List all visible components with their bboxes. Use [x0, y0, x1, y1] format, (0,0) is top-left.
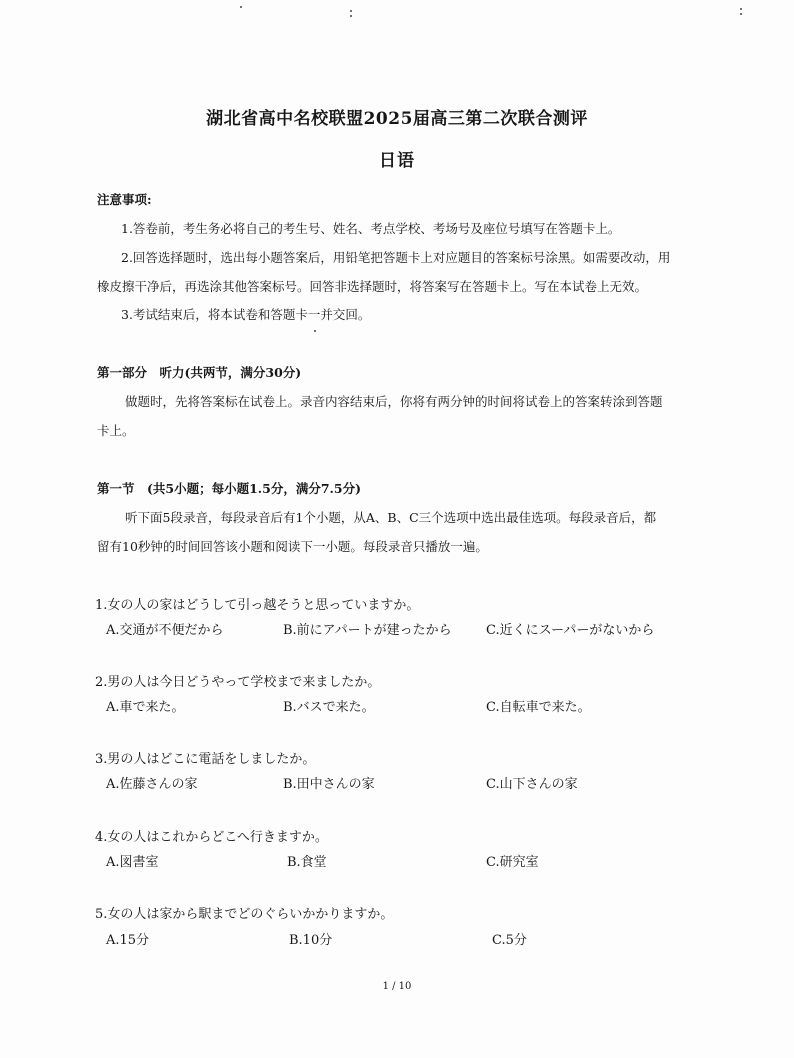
- question-2-option-c: C.自転車で来た。: [486, 700, 591, 715]
- question-5-text: 5.女の人は家から駅までどのぐらいかかりますか。: [95, 907, 394, 922]
- notice-heading: 注意事项:: [97, 192, 152, 207]
- section1-desc-line-2: 留有10秒钟的时间回答该小题和阅读下一小题。每段录音只播放一遍。: [97, 539, 488, 554]
- scan-speck: [740, 13, 742, 15]
- question-3-option-a: A.佐藤さんの家: [106, 777, 198, 792]
- part1-desc-line-2: 卡上。: [97, 423, 135, 438]
- question-4-option-c: C.研究室: [486, 855, 539, 870]
- notice-item-1: 1.答卷前，考生务必将自己的考生号、姓名、考点学校、考场号及座位号填写在答题卡上。: [121, 221, 621, 236]
- part1-heading: 第一部分 听力(共两节，满分30分): [97, 365, 302, 380]
- question-3-option-c: C.山下さんの家: [486, 777, 578, 792]
- exam-subject: 日语: [379, 151, 415, 171]
- question-3-text: 3.男の人はどこに電話をしましたか。: [95, 752, 316, 767]
- scan-speck: [314, 330, 316, 332]
- question-5-option-c: C.5分: [492, 933, 527, 948]
- notice-item-3: 3.考试结束后，将本试卷和答题卡一并交回。: [121, 307, 371, 322]
- part1-desc-line-1: 做题时，先将答案标在试卷上。录音内容结束后，你将有两分钟的时间将试卷上的答案转涂到答题: [125, 394, 663, 409]
- question-1-option-a: A.交通が不便だから: [106, 623, 224, 638]
- scan-speck: [350, 10, 352, 12]
- exam-title: 湖北省高中名校联盟2025届高三第二次联合测评: [206, 109, 588, 129]
- scan-speck: [240, 6, 242, 8]
- scan-speck: [350, 15, 352, 17]
- scan-speck: [740, 8, 742, 10]
- notice-item-2-line-1: 2.回答选择题时，选出每小题答案后，用铅笔把答题卡上对应题目的答案标号涂黑。如需要改动，用: [121, 250, 671, 265]
- question-2-option-a: A.車で来た。: [106, 700, 185, 715]
- section1-desc-line-1: 听下面5段录音，每段录音后有1个小题，从A、B、C三个选项中选出最佳选项。每段录音后，都: [125, 510, 657, 525]
- question-2-text: 2.男の人は今日どうやって学校まで来ましたか。: [95, 675, 381, 690]
- question-3-option-b: B.田中さんの家: [283, 777, 375, 792]
- question-4-option-b: B.食堂: [287, 855, 327, 870]
- question-5-option-b: B.10分: [289, 933, 333, 948]
- question-4-option-a: A.図書室: [106, 855, 159, 870]
- section1-heading: 第一节 (共5小题；每小题1.5分，满分7.5分): [97, 481, 362, 496]
- question-5-option-a: A.15分: [106, 933, 150, 948]
- notice-item-2-line-2: 橡皮擦干净后，再选涂其他答案标号。回答非选择题时，将答案写在答题卡上。写在本试卷上无效。: [97, 279, 648, 294]
- question-1-option-b: B.前にアパートが建ったから: [283, 623, 452, 638]
- question-1-option-c: C.近くにスーパーがないから: [486, 623, 655, 638]
- question-4-text: 4.女の人はこれからどこへ行きますか。: [95, 830, 328, 845]
- question-1-text: 1.女の人の家はどうして引っ越そうと思っていますか。: [95, 598, 420, 613]
- question-2-option-b: B.バスで来た。: [283, 700, 375, 715]
- page-number: 1 / 10: [382, 981, 412, 992]
